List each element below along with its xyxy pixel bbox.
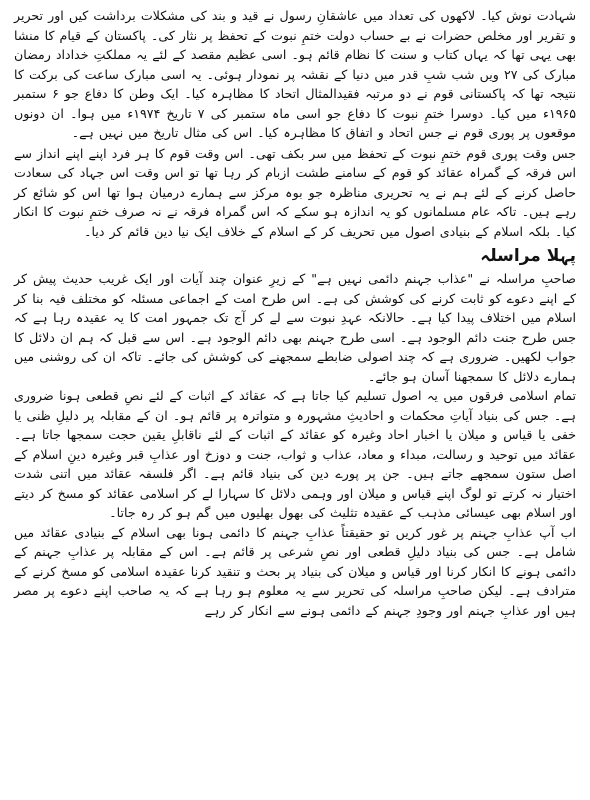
section-heading: پہلا مراسلہ xyxy=(480,246,576,266)
paragraph-letter-claim: صاحبِ مراسلہ نے "عذاب جہنم دائمی نہیں ہے" کے زیرِ عنوان چند آیات اور ایک غریب حدیث پیش کر کے اپنے دعوے کو ثابت کرنے کی کوشش کی ہے۔ اس طرح امت کے اجماعی مسئلہ کو مختلف فیہ بنا کر اسلام میں اختلاف پیدا کیا ہے۔ حالانکہ عہدِ نبوت سے لے کر آج تک جمہور امت کا یہ عقیدہ رہا ہے کہ جس طرح جنت دائم الوجود ہے۔ اسی طرح جہنم بھی دائم الوجود ہے۔ اس سے قبل کہ ہم ان دلائل کا جواب لکھیں۔ ضروری ہے کہ چند اصولی ضابطے سمجھنے کی کوشش کی جائے۔ تاکہ ان کی روشنی میں ہمارے دلائل کا سمجھنا آسان ہو جائے۔ xyxy=(14,271,576,384)
paragraph-nation-unity: جس وقت پوری قوم ختمِ نبوت کے تحفظ میں سر بکف تھی۔ اس وقت قوم کا ہر فرد اپنے اپنے انداز سے اس فرقہ کے گمراہ عقائد کو قوم کے سامنے طشت ازبام کر رہا تھا تو اس وقت اس جہاد کی سعادت حاصل کرنے کے لئے ہم نے یہ تحریری مناظرہ جو بوہ مرکز سے ہمارے درمیان ہوا تھا اس کو شائع کر رہے ہیں۔ تاکہ عام مسلمانوں کو یہ اندازہ ہو سکے کہ اس گمراہ فرقہ نے نہ صرف ختمِ نبوت کا انکار کیا۔ بلکہ اسلام کے بنیادی اصول میں تحریف کر کے اسلام کے خلاف ایک نیا دین قائم کر دیا۔ xyxy=(14,145,576,239)
paragraph-hell-eternal: اب آپ عذابِ جہنم پر غور کریں تو حقیقتاً عذابِ جہنم کا دائمی ہونا بھی اسلام کے بنیادی عقائد میں شامل ہے۔ جس کی بنیاد دلیلِ قطعی اور نصِ شرعی پر قائم ہے۔ اس کے مقابلہ پر عذابِ جہنم کے دائمی ہونے کا انکار کرنا اور قیاس و میلان کی بنیاد پر بحث و تنقید کرنا عقیدہ اسلامی کو مسخ کرنے کے مترادف ہے۔ لیکن صاحبِ مراسلہ کی تحریر سے یہ معلوم ہو رہا ہے کہ یہ صاحب اپنے دعوے پر مصر ہیں اور عذابِ جہنم اور وجودِ جہنم کے دائمی ہونے سے انکار کر رہے xyxy=(14,524,576,618)
paragraph-principles: تمام اسلامی فرقوں میں یہ اصول تسلیم کیا جاتا ہے کہ عقائد کے اثبات کے لئے نصِ قطعی ہونا ضروری ہے۔ جس کی بنیاد آیاتِ محکمات و احادیثِ مشہورہ و متواترہ پر قائم ہو۔ ان کے مقابلہ پر دلیلِ ظنی یا خفی یا قیاس و میلان یا اخبار احاد وغیرہ کو عقائد کے اثبات کے لئے ناقابلِ یقین حجت سمجھا جاتا ہے۔ عقائد میں توحید و رسالت، مبداء و معاد، عذاب و ثواب، جنت و دوزخ اور عذابِ قبر وغیرہ دینِ اسلام کے اصل ستون سمجھے جاتے ہیں۔ جن پر پورے دین کی بنیاد قائم ہے۔ اگر فلسفہ عقائد میں اتنی شدت اختیار نہ کرتے تو لوگ اپنے قیاس و میلان اور وہمی دلائل کا سہارا لے کر اسلامی عقائد کو مسخ کر دیتے اور اسلام بھی عیسائی مذہب کے عقیدہ تثلیث کی بھول بھلیوں میں گم ہو کر رہ جاتا۔ xyxy=(14,388,576,520)
paragraph-martyrdom: شہادت نوش کیا۔ لاکھوں کی تعداد میں عاشقانِ رسول نے قید و بند کی مشکلات برداشت کیں اور تحریر و تقریر اور مخلص حضرات نے بے حساب دولت ختمِ نبوت کے تحفظ پر نثار کی۔ پاکستان کے قیام کا منشا بھی یہی تھا کہ یہاں کتاب و سنت کا نظام قائم ہو۔ اسی عظیم مقصد کے لئے یہ مملکتِ خداداد رمضان مبارک کی ۲۷ ویں شب شبِ قدر میں دنیا کے نقشہ پر نمودار ہوئی۔ یہ اسی مبارک ساعت کی برکت کا نتیجہ تھا کہ پاکستانی قوم نے دو مرتبہ فقیدالمثال اتحاد کا مظاہرہ کیا۔ ایک وطن کا دفاع جو ۶ ستمبر ۱۹۶۵ء میں کیا۔ دوسرا ختمِ نبوت کا دفاع جو اسی ماہ ستمبر کی ۷ تاریخ ۱۹۷۴ء میں ہوا۔ ان دونوں موقعوں پر پوری قوم نے جس اتحاد و اتفاق کا مظاہرہ کیا۔ اس کی مثال تاریخ میں نہیں ہے۔ xyxy=(14,8,576,140)
